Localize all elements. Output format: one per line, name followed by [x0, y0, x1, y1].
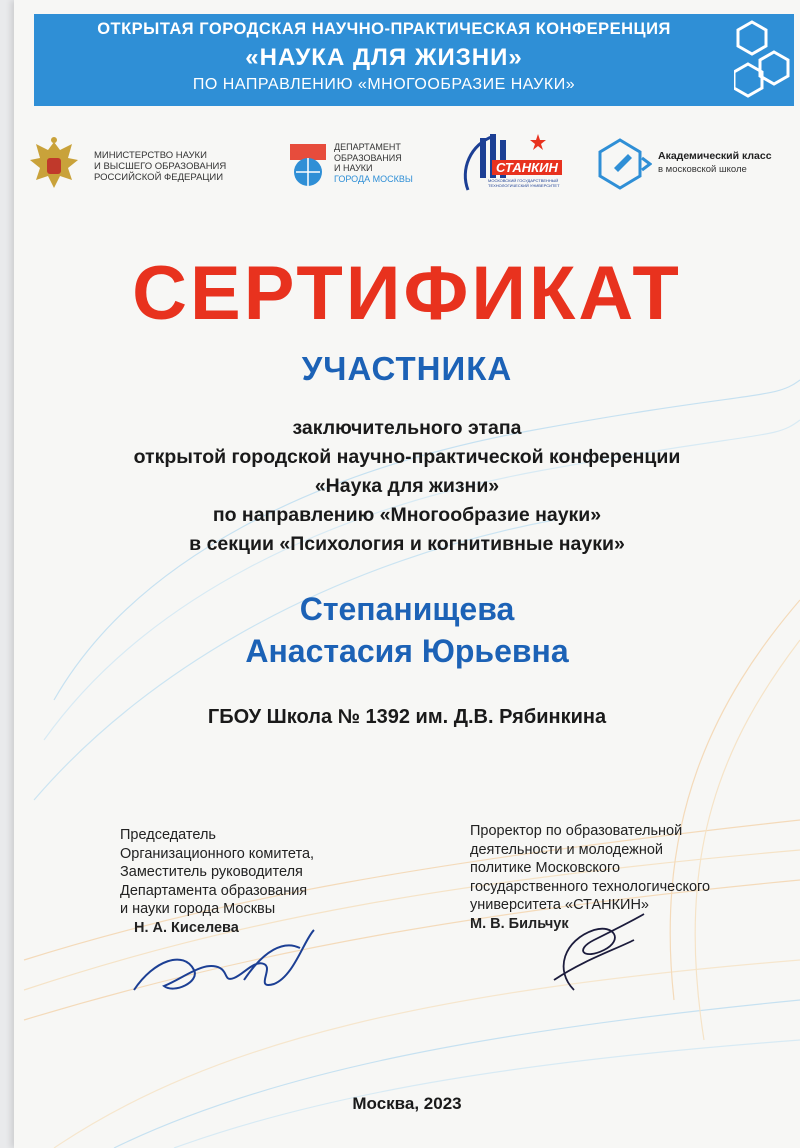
conference-banner [34, 14, 794, 106]
description-line: открытой городской научно-практической конференции [133, 446, 681, 468]
ministry-logo-text [94, 150, 264, 183]
globe-book-icon [288, 142, 328, 190]
signatory-position-line: университета «СТАНКИН» [470, 897, 649, 913]
department-line: ГОРОДА МОСКВЫ [334, 173, 413, 184]
ministry-line: И ВЫСШЕГО ОБРАЗОВАНИЯ [94, 161, 227, 172]
signatory-position-line: Организационного комитета, [120, 845, 315, 862]
left-handwritten-signature [124, 920, 324, 1015]
signatory-name: Н. А. Киселева [134, 919, 239, 936]
signatory-position-line: государственного технологического [470, 878, 711, 895]
signatory-position-line: деятельности и молодежной [470, 841, 663, 858]
participant-name [14, 588, 800, 672]
academic-class-title: Академический класс [658, 150, 772, 162]
signatory-position-line: и науки города Москвы [120, 901, 276, 917]
description-line: заключительного этапа [292, 417, 522, 439]
banner-line-2: «НАУКА ДЛЯ ЖИЗНИ» [245, 44, 523, 71]
signatory-position-line: политике Московского [470, 860, 621, 876]
right-handwritten-signature [534, 910, 654, 1000]
academic-class-icon [598, 138, 652, 190]
department-logo-text [334, 142, 444, 184]
description-line: «Наука для жизни» [314, 475, 500, 497]
description-line: в секции «Психология и когнитивные науки» [189, 533, 625, 555]
hexagon-molecule-icon [734, 18, 792, 100]
partner-logos [14, 130, 800, 200]
stankin-wordmark: СТАНКИН [492, 160, 562, 175]
russian-eagle-emblem-icon [28, 136, 80, 194]
signatory-position-line: Председатель [120, 827, 216, 843]
ministry-line: МИНИСТЕРСТВО НАУКИ [94, 150, 207, 161]
signatory-name: М. В. Бильчук [470, 915, 569, 932]
department-line: И НАУКИ [334, 163, 373, 173]
participant-given-names: Анастасия Юрьевна [245, 633, 569, 669]
signatory-position-line: Департамента образования [120, 882, 308, 899]
certificate-subtitle: УЧАСТНИКА [301, 350, 513, 387]
banner-line-3: ПО НАПРАВЛЕНИЮ «МНОГООБРАЗИЕ НАУКИ» [192, 76, 576, 93]
description-line: по направлению «Многообразие науки» [212, 504, 602, 526]
signatory-position-line: Заместитель руководителя [120, 864, 303, 880]
participant-surname: Степанищева [299, 591, 515, 627]
signatory-position-line: Проректор по образовательной [470, 823, 683, 839]
ministry-line: РОССИЙСКОЙ ФЕДЕРАЦИИ [94, 172, 224, 183]
certificate-title: СЕРТИФИКАТ [132, 251, 682, 336]
participant-school: ГБОУ Школа № 1392 им. Д.В. Рябинкина [207, 706, 607, 728]
stankin-subtitle: МОСКОВСКИЙ ГОСУДАРСТВЕННЫЙ ТЕХНОЛОГИЧЕСКИЙ УНИВЕРСИТЕТ [488, 178, 560, 188]
certificate-sheet [14, 0, 800, 1148]
academic-class-subtitle: в московской школе [658, 164, 747, 175]
city-and-year: Москва, 2023 [352, 1094, 462, 1113]
department-line: ДЕПАРТАМЕНТ [334, 142, 401, 152]
certificate-description [14, 414, 800, 559]
department-line: ОБРАЗОВАНИЯ [334, 152, 402, 163]
banner-line-1: ОТКРЫТАЯ ГОРОДСКАЯ НАУЧНО-ПРАКТИЧЕСКАЯ КОНФЕРЕНЦИЯ [97, 20, 671, 38]
